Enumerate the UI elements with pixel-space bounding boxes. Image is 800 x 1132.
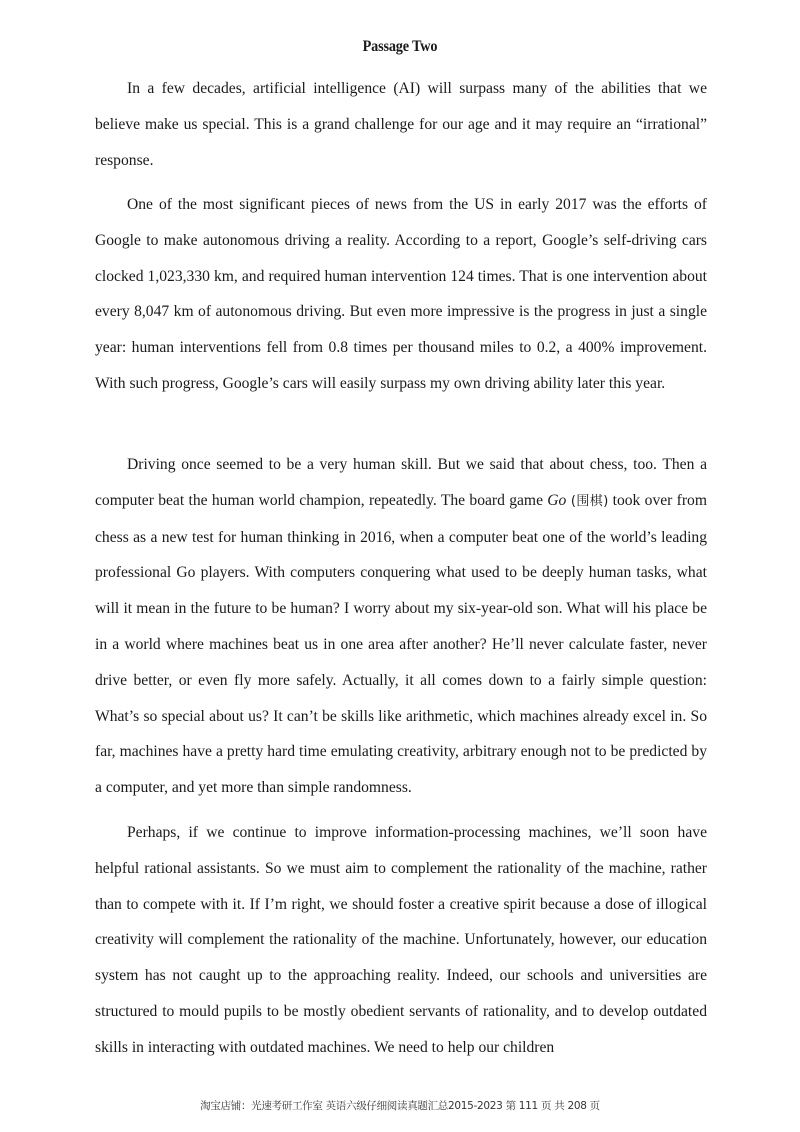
paragraph-2: One of the most significant pieces of news from the US in early 2017 was the efforts of Google to make autonomous driving a reality. According to a report, Google’s self-driving cars clocked 1,023,330 km, and required human intervention 124 times. That is one intervention about every 8,047 km of autonomous driving. But even more impressive is the progress in just a single year: human interventions fell from 0.8 times per thousand miles to 0.2, a 400% improvement. With such progress, Google’s cars will easily surpass my own driving ability later this year. — [95, 196, 707, 392]
paragraph-3-text-after: took over from chess as a new test for human thinking in 2016, when a computer beat one of the world’s leading professional Go players. With computers conquering what used to be deeply human tasks, what will it mean in the future to be human? I worry about my six-year-old son. What will his place be in a world where machines beat us in one area after another? He’ll never calculate faster, never drive better, or even fly more safely. Actually, it all comes down to a fairly simple question: What’s so special about us? It can’t be skills like arithmetic, which machines already excel in. So far, machines have a pretty hard time emulating creativity, arbitrary enough not to be predicted by a computer, and yet more than simple randomness. — [95, 491, 707, 797]
paragraph-1: In a few decades, artificial intelligence (AI) will surpass many of the abilities that we believe make us special. This is a grand challenge for our age and it may require an “irrational” response. — [95, 80, 707, 169]
paragraph-3 — [95, 447, 707, 806]
passage-body-block-2 — [95, 187, 707, 402]
page-footer: 淘宝店铺：光速考研工作室 英语六级仔细阅读真题汇总2015-2023 第 111 页 共 208 页 — [200, 1100, 600, 1112]
go-italic-term: Go — [547, 491, 567, 509]
passage-body-block-4 — [95, 815, 707, 1066]
chinese-gloss: (围棋) — [566, 493, 609, 509]
paragraph-3-text-before: Driving once seemed to be a very human skill. But we said that about chess, too. Then a computer beat the human world champion, repeatedly. The board game — [95, 456, 707, 509]
passage-body-block-1 — [95, 71, 707, 178]
passage-title: Passage Two — [362, 38, 438, 55]
paragraph-4: Perhaps, if we continue to improve information-processing machines, we’ll soon have helpful rational assistants. So we must aim to complement the rationality of the machine, rather than to compete with it. If I’m right, we should foster a creative spirit because a dose of illogical creativity will complement the rationality of the machine. Unfortunately, however, our education system has not caught up to the approaching reality. Indeed, our schools and universities are structured to mould pupils to be mostly obedient servants of rationality, and to develop outdated skills in interacting with outdated machines. We need to help our children — [95, 824, 707, 1056]
passage-body-block-3 — [95, 447, 707, 806]
